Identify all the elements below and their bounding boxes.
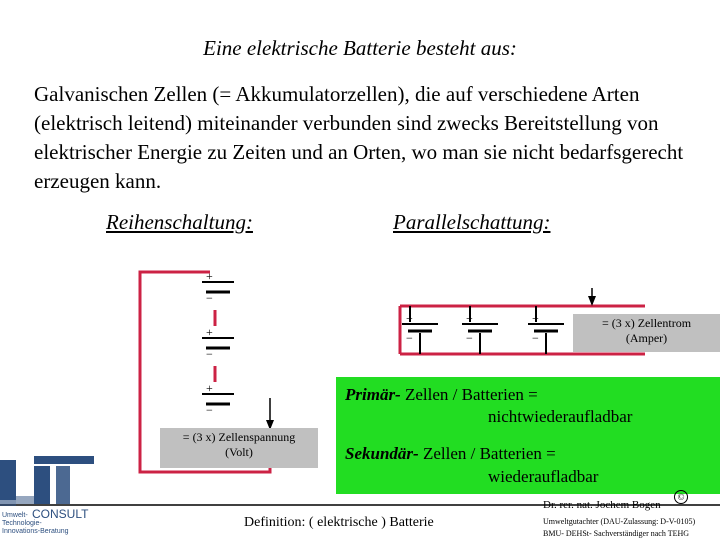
author-name: Dr. rer. nat. Jochem Bogen <box>543 499 661 511</box>
parallel-heading: Parallelschattung: <box>393 210 551 234</box>
primary-label: Primär- <box>345 385 401 404</box>
series-minus-1: − <box>206 291 213 305</box>
primary-rest: Zellen / Batterien = <box>400 385 538 404</box>
intro-paragraph: Galvanischen Zellen (= Akkumulatorzellen), die auf verschiedene Arten (elektrisch leitend) miteinander verbunden sind zwecks Bereitstellung von elektrischer Energie zu Zeiten und an Orten, wo man sie nicht bedarfsgerecht erzeugen kann. <box>34 82 684 193</box>
secondary-cells-line2: wiederaufladbar <box>488 467 599 486</box>
definition-caption: Definition: ( elektrische ) Batterie <box>244 515 434 530</box>
footer-note-line1: Umweltgutachter (DAU-Zulassung: D-V-0105) <box>543 517 696 526</box>
parallel-plus-2: + <box>466 311 473 325</box>
logo-sub-line2: Technologie- <box>2 520 42 527</box>
parallel-minus-2: − <box>466 331 473 345</box>
series-plus-1: + <box>206 269 213 283</box>
slide-title: Eine elektrische Batterie besteht aus: <box>203 36 517 60</box>
logo-consult: CONSULT <box>32 507 89 521</box>
logo-subtitle <box>2 512 82 536</box>
voltage-callout-line2: (Volt) <box>225 445 253 459</box>
logo-sub-line1: Umwelt- <box>2 512 28 519</box>
series-minus-3: − <box>206 403 213 417</box>
logo-sub-line3: Innovations-Beratung <box>2 528 69 535</box>
copyright-icon: © <box>674 490 688 504</box>
parallel-plus-3: + <box>532 311 539 325</box>
secondary-label: Sekundär- <box>345 444 419 463</box>
parallel-plus-1: + <box>406 311 413 325</box>
current-callout-line1: = (3 x) Zellentrom <box>601 316 692 330</box>
parallel-minus-1: − <box>406 331 413 345</box>
voltage-callout-line1: = (3 x) Zellenspannung <box>182 430 296 444</box>
footer-note-line2: BMU- DEHSt- Sachverständiger nach TEHG <box>543 529 690 538</box>
primary-cells-line2: nichtwiederaufladbar <box>488 407 633 426</box>
series-plus-3: + <box>206 381 213 395</box>
parallel-minus-3: − <box>532 331 539 345</box>
secondary-rest: Zellen / Batterien = <box>418 444 556 463</box>
current-callout-line2: (Amper) <box>625 331 668 345</box>
series-plus-2: + <box>206 325 213 339</box>
series-minus-2: − <box>206 347 213 361</box>
series-heading: Reihenschaltung: <box>106 210 253 234</box>
